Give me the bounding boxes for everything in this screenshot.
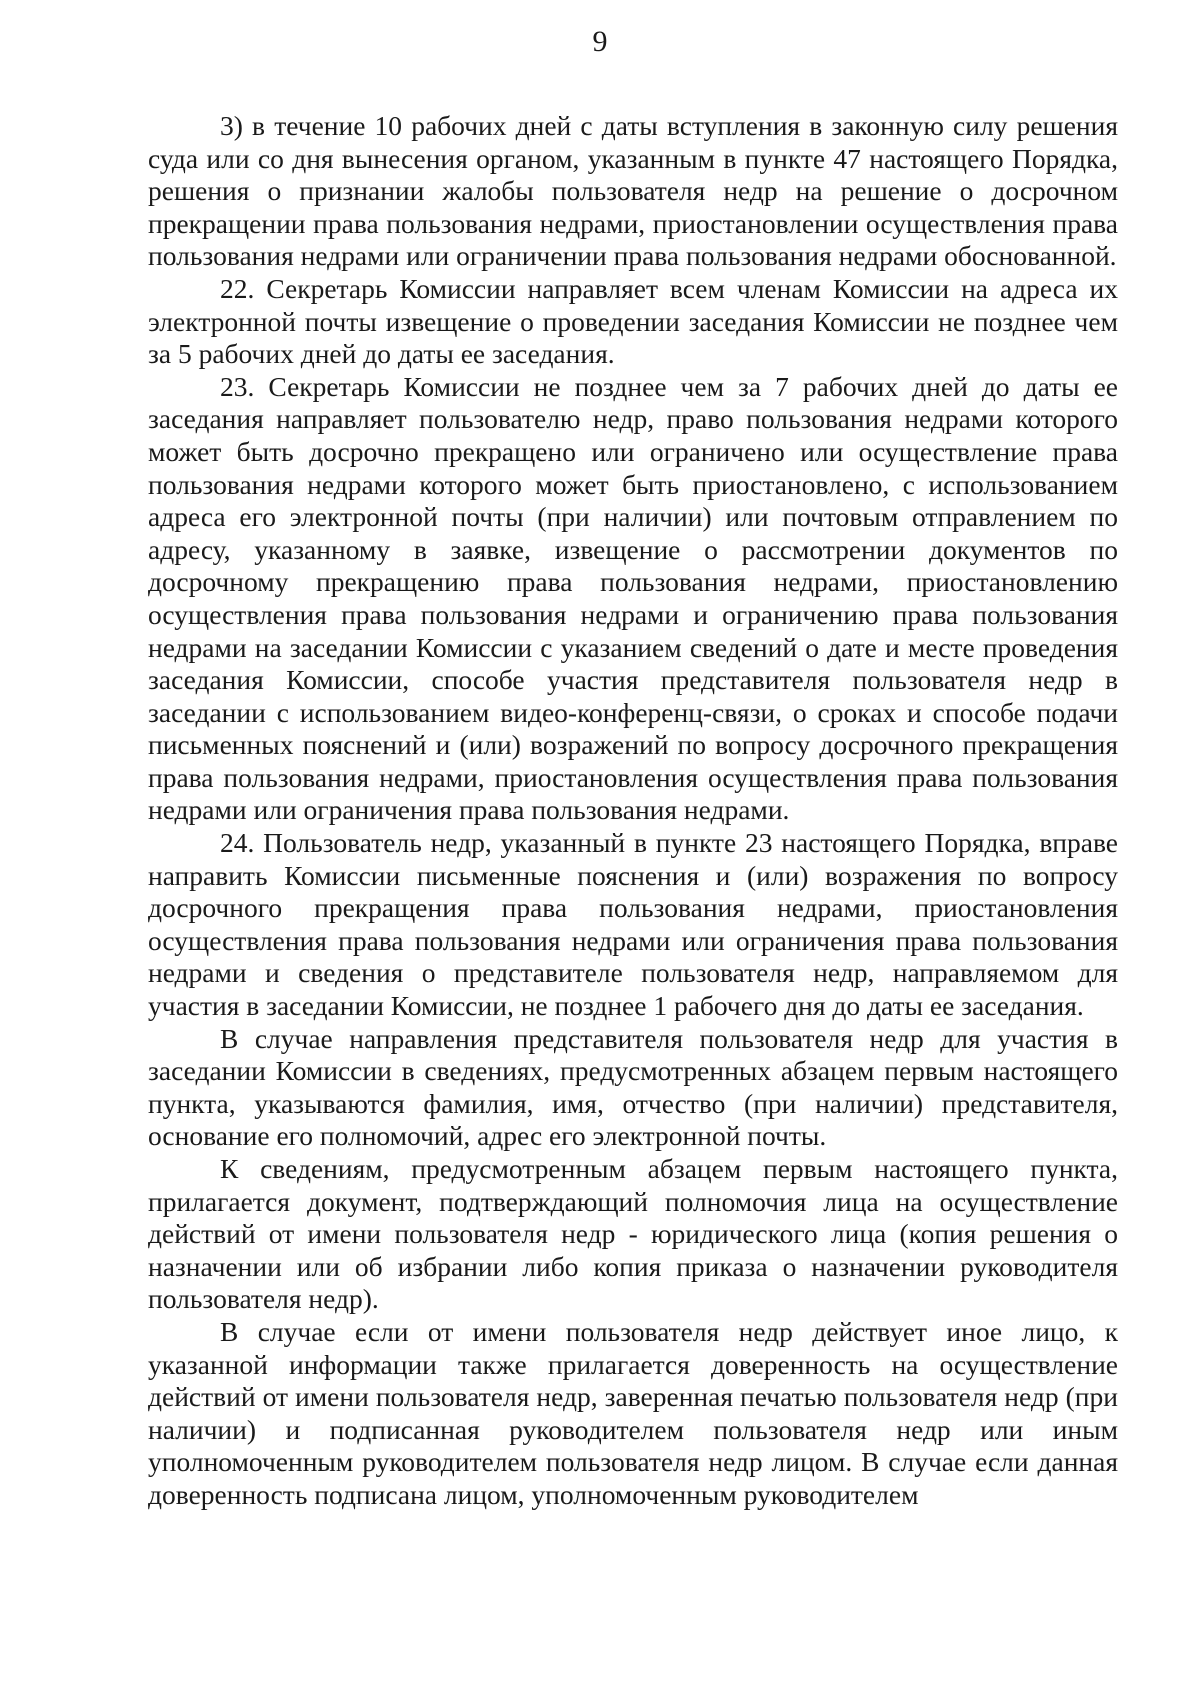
page-number: 9 (592, 25, 608, 58)
paragraph-item-3: 3) в течение 10 рабочих дней с даты вступления в законную силу решения суда или со дня вынесения органом, указанным в пункте 47 настоящего Порядка, решения о признании жалобы пользователя недр на решение о досрочном прекращении права пользования недрами, приостановлении осуществления права пользования недрами или ограничении права пользования недрами обоснованной. (148, 110, 1118, 272)
paragraph-clause-24: 24. Пользователь недр, указанный в пункте 23 настоящего Порядка, вправе направить Комиссии письменные пояснения и (или) возражения по вопросу досрочного прекращения права пользования недрами, приостановления осуществления права пользования недрами или ограничения права пользования недрами и сведения о представителе пользователя недр, направляемом для участия в заседании Комиссии, не позднее 1 рабочего дня до даты ее заседания. (148, 827, 1118, 1022)
paragraph-clause-24-attachments: К сведениям, предусмотренным абзацем первым настоящего пункта, прилагается документ, подтверждающий полномочия лица на осуществление действий от имени пользователя недр - юридического лица (копия решения о назначении или об избрании либо копия приказа о назначении руководителя пользователя недр). (148, 1153, 1118, 1315)
paragraph-clause-23: 23. Секретарь Комиссии не позднее чем за 7 рабочих дней до даты ее заседания направляет пользователю недр, право пользования недрами которого может быть досрочно прекращено или ограничено или осуществление права пользования недрами которого может быть приостановлено, с использованием адреса его электронной почты (при наличии) или почтовым отправлением по адресу, указанному в заявке, извещение о рассмотрении документов по досрочному прекращению права пользования недрами, приостановлению осуществления права пользования недрами и ограничению права пользования недрами на заседании Комиссии с указанием сведений о дате и месте проведения заседания Комиссии, способе участия представителя пользователя недр в заседании с использованием видео-конференц-связи, о сроках и способе подачи письменных пояснений и (или) возражений по вопросу досрочного прекращения права пользования недрами, приостановления осуществления права пользования недрами или ограничения права пользования недрами. (148, 370, 1118, 826)
paragraph-clause-22: 22. Секретарь Комиссии направляет всем членам Комиссии на адреса их электронной почты извещение о проведении заседания Комиссии не позднее чем за 5 рабочих дней до даты ее заседания. (148, 272, 1118, 370)
paragraph-clause-24-power-of-attorney: В случае если от имени пользователя недр действует иное лицо, к указанной информации также прилагается доверенность на осуществление действий от имени пользователя недр, заверенная печатью пользователя недр (при наличии) и подписанная руководителем пользователя недр или иным уполномоченным руководителем пользователя недр лицом. В случае если данная доверенность подписана лицом, уполномоченным руководителем (148, 1315, 1118, 1510)
document-body (148, 110, 1118, 1512)
paragraph-clause-24-representative: В случае направления представителя пользователя недр для участия в заседании Комиссии в сведениях, предусмотренных абзацем первым настоящего пункта, указываются фамилия, имя, отчество (при наличии) представителя, основание его полномочий, адрес его электронной почты. (148, 1022, 1118, 1152)
